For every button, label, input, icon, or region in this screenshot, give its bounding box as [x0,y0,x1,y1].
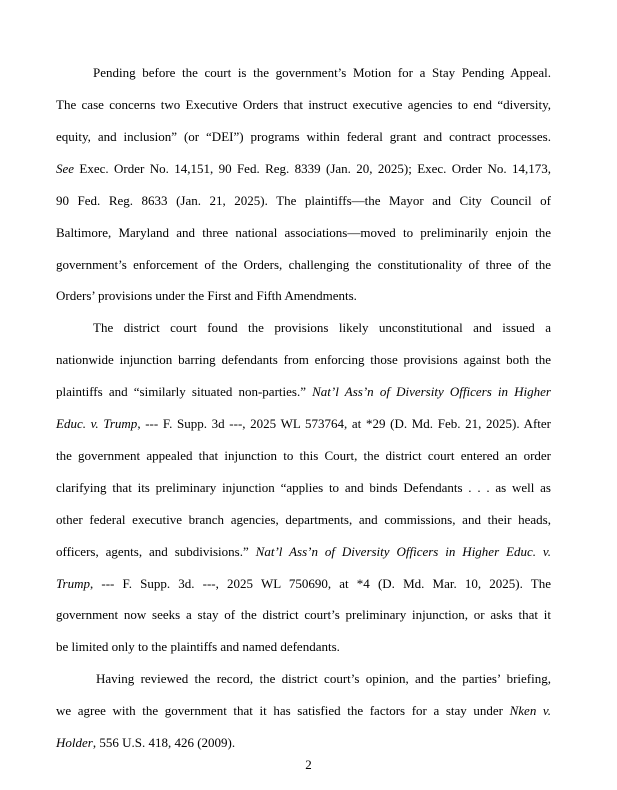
text-run: government now seeks a stay of the district court’s preliminary injunction, or asks that it [56,607,551,622]
text-run: be limited only to the plaintiffs and named defendants. [56,639,340,654]
text-line [56,352,551,368]
text-run: Baltimore, Maryland and three national associations—moved to preliminarily enjoin the [56,225,551,240]
italic-citation: Nken v. [509,703,551,718]
text-run: The district court found the provisions likely unconstitutional and issued a [93,320,551,335]
text-line [56,161,551,177]
text-line [96,671,551,687]
text-line [56,512,551,528]
text-run: The case concerns two Executive Orders that instruct executive agencies to end “diversity, [56,97,551,112]
text-line [93,65,551,81]
text-run: , --- F. Supp. 3d ---, 2025 WL 573764, at *29 (D. Md. Feb. 21, 2025). After [137,416,551,431]
text-line [56,544,551,560]
text-line [93,320,551,336]
italic-citation: Nat’l Ass’n of Diversity Officers in Higher Educ. v. [255,544,551,559]
text-line [56,703,551,719]
text-line [56,735,551,751]
text-line [56,288,551,304]
text-line [56,639,551,655]
text-run: Orders’ provisions under the First and Fifth Amendments. [56,288,357,303]
text-run: , 556 U.S. 418, 426 (2009). [92,735,236,750]
page-number: 2 [305,757,312,772]
text-run: nationwide injunction barring defendants from enforcing those provisions against both the [56,352,551,367]
text-line [56,576,551,592]
text-line [56,225,551,241]
text-line [56,129,551,145]
text-run: officers, agents, and subdivisions.” [56,544,256,559]
italic-citation: Educ. v. Trump [56,416,138,431]
text-line [56,193,551,209]
italic-citation: See [56,161,75,176]
text-line [56,384,551,400]
text-run: 90 Fed. Reg. 8633 (Jan. 21, 2025). The plaintiffs—the Mayor and City Council of [56,193,551,208]
text-line [56,607,551,623]
text-run: equity, and inclusion” (or “DEI”) programs within federal grant and contract processes. [56,129,551,144]
text-run: we agree with the government that it has satisfied the factors for a stay under [56,703,510,718]
text-line [56,97,551,113]
text-run: Having reviewed the record, the district court’s opinion, and the parties’ briefing, [96,671,551,686]
text-line [56,448,551,464]
italic-citation: Nat’l Ass’n of Diversity Officers in Higher [312,384,551,399]
text-run: , --- F. Supp. 3d. ---, 2025 WL 750690, at *4 (D. Md. Mar. 10, 2025). The [89,576,551,591]
text-run: Pending before the court is the government’s Motion for a Stay Pending Appeal. [93,65,551,80]
text-line [56,416,551,432]
text-run: government’s enforcement of the Orders, challenging the constitutionality of three of the [56,257,551,272]
text-run: clarifying that its preliminary injunction “applies to and binds Defendants . . . as well as [56,480,551,495]
italic-citation: Holder [56,735,93,750]
text-run: Exec. Order No. 14,151, 90 Fed. Reg. 8339 (Jan. 20, 2025); Exec. Order No. 14,173, [74,161,551,176]
italic-citation: Trump [56,576,90,591]
text-run: the government appealed that injunction to this Court, the district court entered an order [56,448,551,463]
text-run: other federal executive branch agencies, departments, and commissions, and their heads, [56,512,551,527]
text-line [56,480,551,496]
text-line [56,257,551,273]
text-run: plaintiffs and “similarly situated non-parties.” [56,384,313,399]
